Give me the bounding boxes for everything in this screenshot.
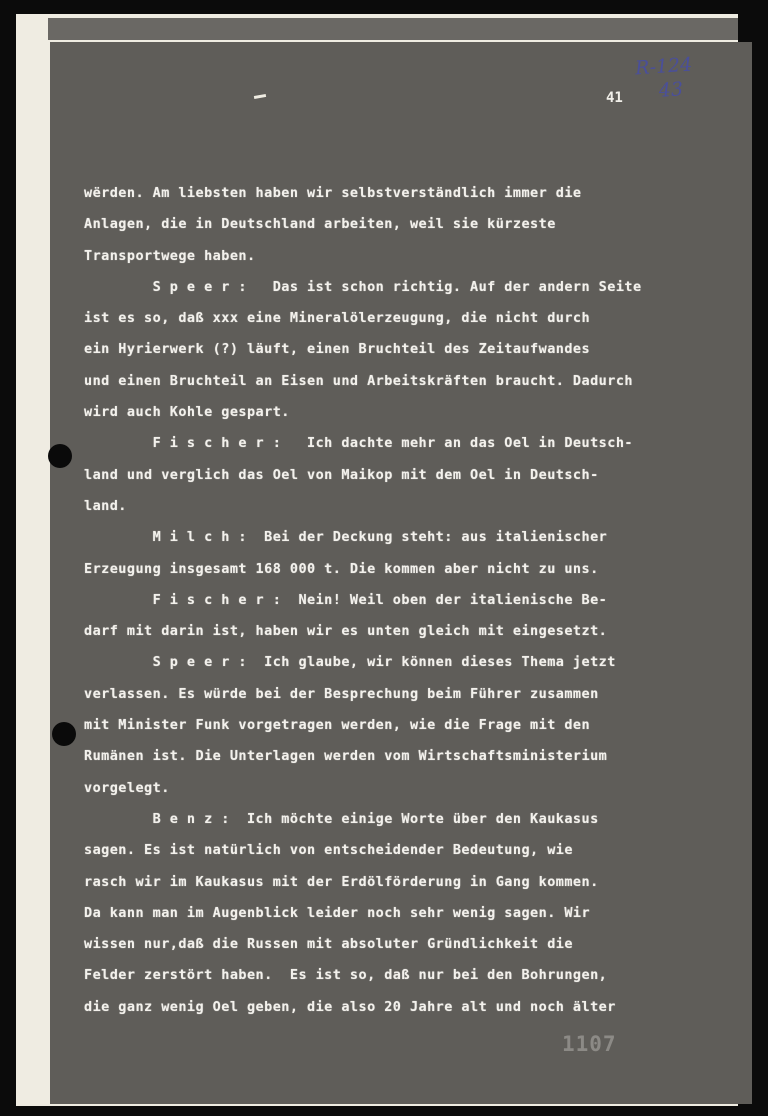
text-line: S p e e r : Das ist schon richtig. Auf der andern Seite — [84, 278, 642, 295]
text-line: F i s c h e r : Ich dachte mehr an das Oel in Deutsch- — [84, 435, 633, 452]
stamp-number: 1107 — [562, 1032, 617, 1056]
text-line: land und verglich das Oel von Maikop mit dem Oel in Deutsch- — [84, 466, 599, 483]
text-line: M i l c h : Bei der Deckung steht: aus italienischer — [84, 529, 608, 546]
text-line: darf mit darin ist, haben wir es unten gleich mit eingesetzt. — [84, 623, 608, 640]
archive-mark-line-1: R-124 — [634, 53, 693, 80]
punch-hole-bottom — [52, 722, 76, 746]
text-line: und einen Bruchteil an Eisen und Arbeitskräften braucht. Dadurch — [84, 372, 633, 389]
punch-hole-top — [48, 444, 72, 468]
text-line: Transportwege haben. — [84, 247, 256, 264]
text-line: rasch wir im Kaukasus mit der Erdölförderung in Gang kommen. — [84, 873, 599, 890]
text-line: mit Minister Funk vorgetragen werden, wie die Frage mit den — [84, 717, 591, 734]
top-border-strip — [48, 18, 738, 40]
text-line: Felder zerstört haben. Es ist so, daß nur bei den Bohrungen, — [84, 967, 608, 984]
text-line: verlassen. Es würde bei der Besprechung beim Führer zusammen — [84, 685, 599, 702]
text-line: land. — [84, 497, 127, 514]
transcript-text — [84, 178, 678, 1023]
text-line: F i s c h e r : Nein! Weil oben der italienische Be- — [84, 591, 608, 608]
text-line: wërden. Am liebsten haben wir selbstverständlich immer die — [84, 185, 582, 201]
text-line: B e n z : Ich möchte einige Worte über den Kaukasus — [84, 810, 599, 827]
text-line: S p e e r : Ich glaube, wir können dieses Thema jetzt — [84, 654, 616, 671]
text-line: wird auch Kohle gespart. — [84, 404, 290, 421]
text-line: Da kann man im Augenblick leider noch sehr wenig sagen. Wir — [84, 904, 591, 921]
text-line: ein Hyrierwerk (?) läuft, einen Bruchteil des Zeitaufwandes — [84, 341, 591, 358]
archive-mark — [634, 52, 707, 105]
text-line: sagen. Es ist natürlich von entscheidender Bedeutung, wie — [84, 842, 573, 859]
page-number: 41 — [606, 90, 623, 106]
archive-mark-line-2: 43 — [658, 78, 684, 102]
text-line: ist es so, daß xxx eine Mineralölerzeugung, die nicht durch — [84, 310, 591, 327]
text-line: Anlagen, die in Deutschland arbeiten, weil sie kürzeste — [84, 216, 556, 233]
text-line: vorgelegt. — [84, 779, 170, 796]
text-line: wissen nur,daß die Russen mit absoluter Gründlichkeit die — [84, 936, 573, 953]
text-line: Erzeugung insgesamt 168 000 t. Die kommen aber nicht zu uns. — [84, 560, 599, 577]
text-line: die ganz wenig Oel geben, die also 20 Jahre alt und noch älter — [84, 998, 616, 1015]
text-line: Rumänen ist. Die Unterlagen werden vom Wirtschaftsministerium — [84, 748, 608, 765]
